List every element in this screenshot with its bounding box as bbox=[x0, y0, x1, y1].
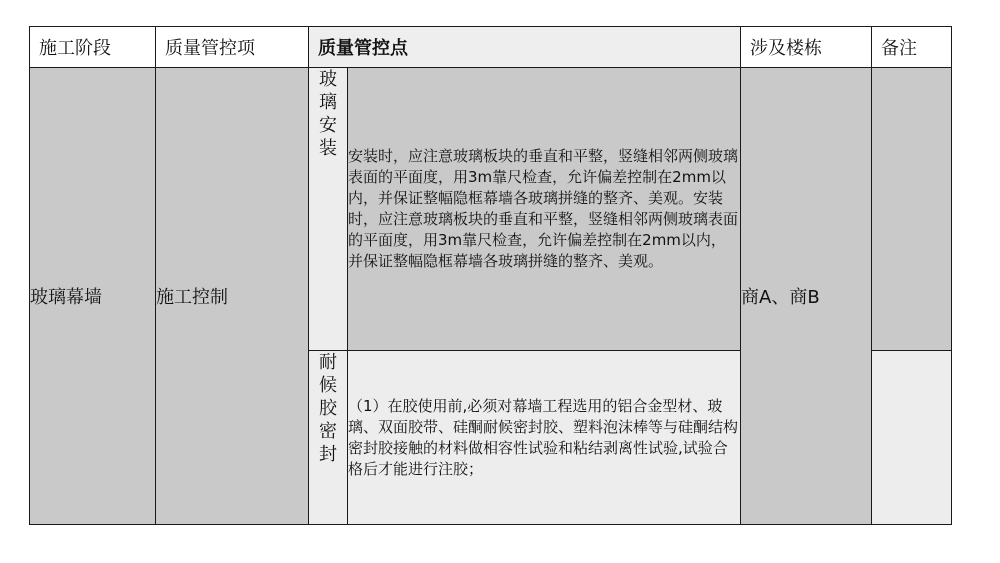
subitem-char: 封 bbox=[319, 444, 337, 465]
stage-cell: 玻璃幕墙 bbox=[30, 68, 156, 525]
subitem-char: 候 bbox=[319, 375, 337, 396]
subitem-glass-install bbox=[309, 68, 348, 351]
point-sealant bbox=[348, 351, 741, 525]
header-point: 质量管控点 bbox=[309, 27, 741, 68]
note-cell bbox=[872, 68, 952, 351]
table-header-row bbox=[30, 27, 952, 68]
header-stage: 施工阶段 bbox=[30, 27, 156, 68]
subitem-char: 装 bbox=[319, 138, 337, 159]
subitem-char: 密 bbox=[319, 421, 337, 442]
subitem-char: 胶 bbox=[319, 398, 337, 419]
header-buildings: 涉及楼栋 bbox=[741, 27, 872, 68]
header-item: 质量管控项 bbox=[156, 27, 309, 68]
item-cell: 施工控制 bbox=[156, 68, 309, 525]
subitem-char: 耐 bbox=[319, 352, 337, 373]
header-note: 备注 bbox=[872, 27, 952, 68]
note-cell bbox=[872, 351, 952, 525]
quality-control-table bbox=[29, 26, 952, 525]
subitem-sealant bbox=[309, 351, 348, 525]
table-row bbox=[30, 68, 952, 351]
subitem-char: 璃 bbox=[319, 92, 337, 113]
subitem-char: 玻 bbox=[319, 69, 337, 90]
point-text: 安装时，应注意玻璃板块的垂直和平整，竖缝相邻两侧玻璃表面的平面度，用3m靠尺检查，允许偏差控制在2mm以内，并保证整幅隐框幕墙各玻璃拼缝的整齐、美观。安装时，应注意玻璃板块的垂直和平整，竖缝相邻两侧玻璃表面的平面度，用3m靠尺检查，允许偏差控制在2mm以内，并保证整幅隐框幕墙各玻璃拼缝的整齐、美观。 bbox=[348, 147, 739, 270]
buildings-cell: 商A、商B bbox=[741, 68, 872, 525]
point-glass-install bbox=[348, 68, 741, 351]
subitem-char: 安 bbox=[319, 115, 337, 136]
point-text: （1）在胶使用前,必须对幕墙工程选用的铝合金型材、玻璃、双面胶带、硅酮耐候密封胶、塑料泡沫棒等与硅酮结构密封胶接触的材料做相容性试验和粘结剥离性试验,试验合格后才能进行注胶； bbox=[348, 396, 739, 478]
